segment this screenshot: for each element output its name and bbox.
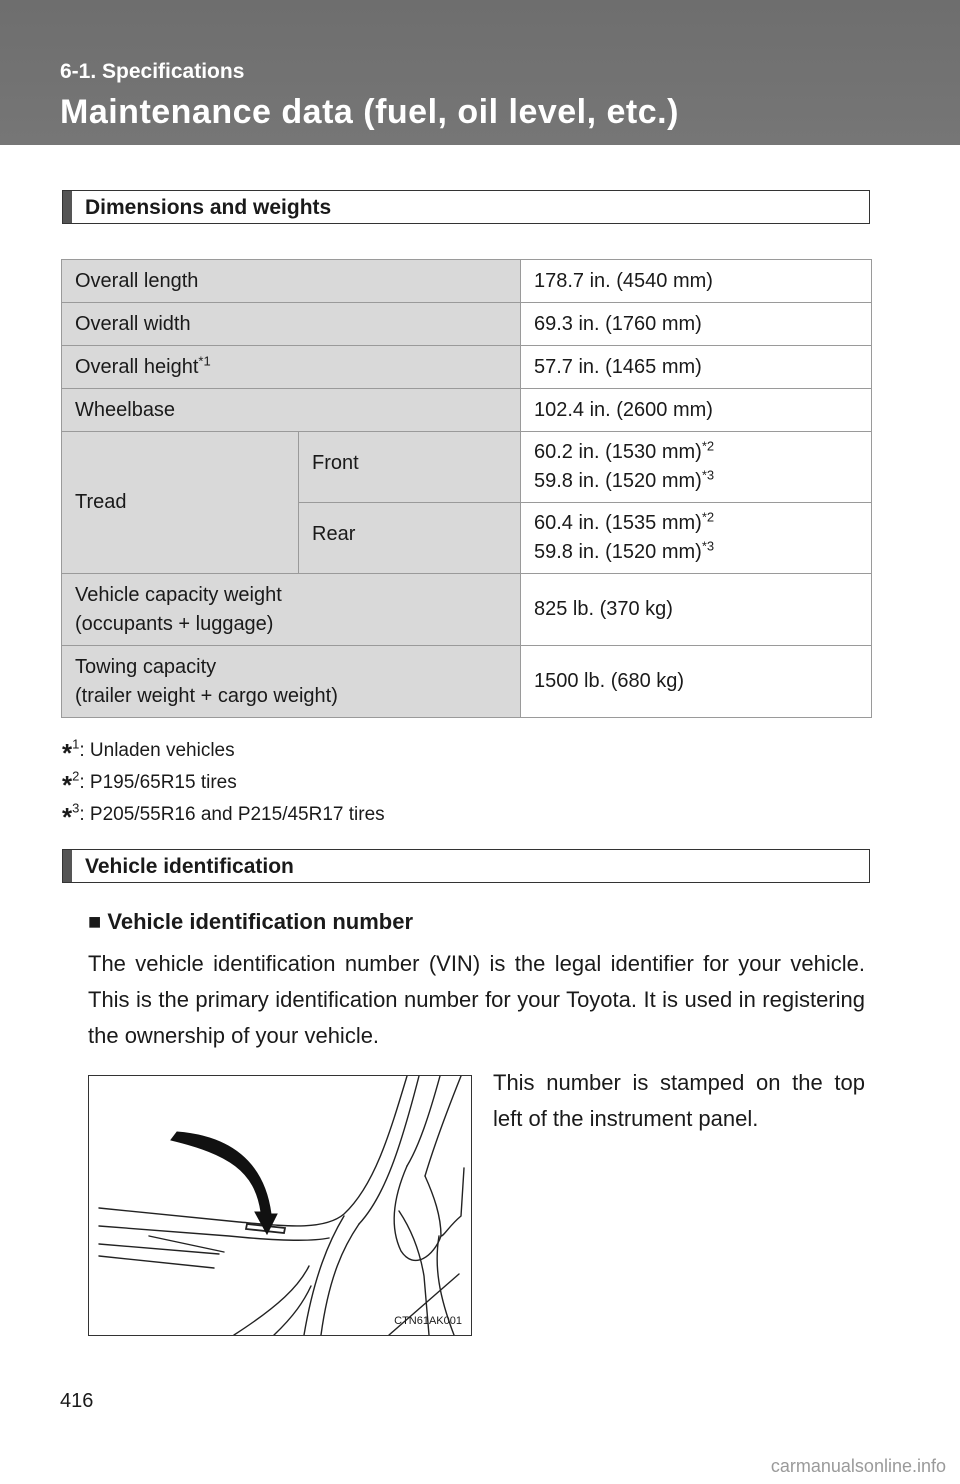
overall-width-value: 69.3 in. (1760 mm) — [520, 303, 871, 346]
table-row — [62, 303, 872, 346]
table-row — [62, 260, 872, 303]
capacity-weight-value: 825 lb. (370 kg) — [520, 574, 871, 646]
overall-height-value: 57.7 in. (1465 mm) — [520, 346, 871, 389]
capacity-weight-label-1: Vehicle capacity weight — [75, 583, 282, 606]
footnote-3 — [62, 797, 385, 832]
footnote-mark: *3 — [701, 538, 715, 554]
towing-label-2: (trailer weight + cargo weight) — [75, 684, 338, 707]
footnote-star: * — [62, 802, 73, 832]
vin-subheading-text: Vehicle identification number — [107, 909, 414, 934]
overall-width-label: Overall width — [62, 303, 521, 346]
table-row — [62, 574, 872, 646]
heading-marker — [63, 191, 72, 223]
tread-front-label: Front — [299, 432, 521, 503]
footnote-2 — [62, 765, 385, 800]
tread-rear-label: Rear — [299, 503, 521, 574]
capacity-weight-label-cell — [62, 574, 521, 646]
wheelbase-value: 102.4 in. (2600 mm) — [520, 389, 871, 432]
footnote-number: 1 — [72, 736, 80, 752]
table-row — [62, 432, 872, 503]
page-number: 416 — [60, 1390, 94, 1412]
square-bullet-icon: ■ — [88, 909, 102, 934]
capacity-weight-label-2: (occupants + luggage) — [75, 612, 274, 635]
page-header — [0, 0, 960, 145]
vehicle-id-section-heading — [62, 849, 870, 883]
instrument-panel-figure — [88, 1075, 472, 1336]
footnote-star: * — [62, 738, 73, 768]
footnote-mark: *1 — [198, 352, 211, 368]
tread-label: Tread — [62, 432, 299, 574]
vin-paragraph: The vehicle identification number (VIN) is the legal identifier for your vehicle. This is the primary identification number for your Toyota. It is used in registering the ownership of your vehicle. — [88, 951, 865, 1048]
footnote-star: * — [62, 770, 73, 800]
footnote-mark: *2 — [701, 438, 715, 454]
tread-rear-value-cell — [520, 503, 871, 574]
overall-height-label-cell — [62, 346, 521, 389]
pointer-arrow-icon — [171, 1132, 277, 1234]
section-label: 6-1. Specifications — [60, 60, 245, 83]
tread-front-value-2: 59.8 in. (1520 mm) — [533, 470, 702, 492]
towing-label-1: Towing capacity — [75, 655, 217, 678]
overall-length-label: Overall length — [62, 260, 521, 303]
page-title: Maintenance data (fuel, oil level, etc.) — [60, 93, 679, 131]
dimensions-section-heading — [62, 190, 870, 224]
footnote-mark: *3 — [701, 467, 715, 483]
instrument-panel-illustration — [89, 1076, 471, 1335]
watermark: carmanualsonline.info — [770, 1456, 946, 1476]
dimensions-table — [61, 259, 872, 718]
table-row — [62, 346, 872, 389]
figure-code: CTN61AK001 — [394, 1315, 462, 1327]
footnotes — [62, 733, 385, 832]
dimensions-heading-text: Dimensions and weights — [85, 196, 332, 219]
footnote-text: : Unladen vehicles — [79, 740, 235, 761]
footnote-text: : P195/65R15 tires — [79, 772, 237, 793]
footnote-text: : P205/55R16 and P215/45R17 tires — [79, 804, 385, 825]
tread-front-value-cell — [520, 432, 871, 503]
towing-value: 1500 lb. (680 kg) — [520, 646, 871, 718]
towing-label-cell — [62, 646, 521, 718]
tread-front-value-1: 60.2 in. (1530 mm) — [533, 441, 702, 463]
overall-length-value: 178.7 in. (4540 mm) — [520, 260, 871, 303]
vehicle-id-heading-text: Vehicle identification — [85, 855, 294, 878]
heading-marker — [63, 850, 72, 882]
footnote-mark: *2 — [701, 509, 715, 525]
vin-subheading — [88, 909, 413, 935]
table-row — [62, 389, 872, 432]
footnote-number: 2 — [72, 768, 80, 784]
tread-rear-value-1: 60.4 in. (1535 mm) — [533, 512, 702, 534]
tread-rear-value-2: 59.8 in. (1520 mm) — [533, 541, 702, 563]
overall-height-label: Overall height — [75, 355, 199, 378]
footnote-1 — [62, 733, 385, 768]
table-row — [62, 646, 872, 718]
vin-location-note: This number is stamped on the top left of the instrument panel. — [493, 1070, 865, 1131]
wheelbase-label: Wheelbase — [62, 389, 521, 432]
footnote-number: 3 — [72, 800, 80, 816]
